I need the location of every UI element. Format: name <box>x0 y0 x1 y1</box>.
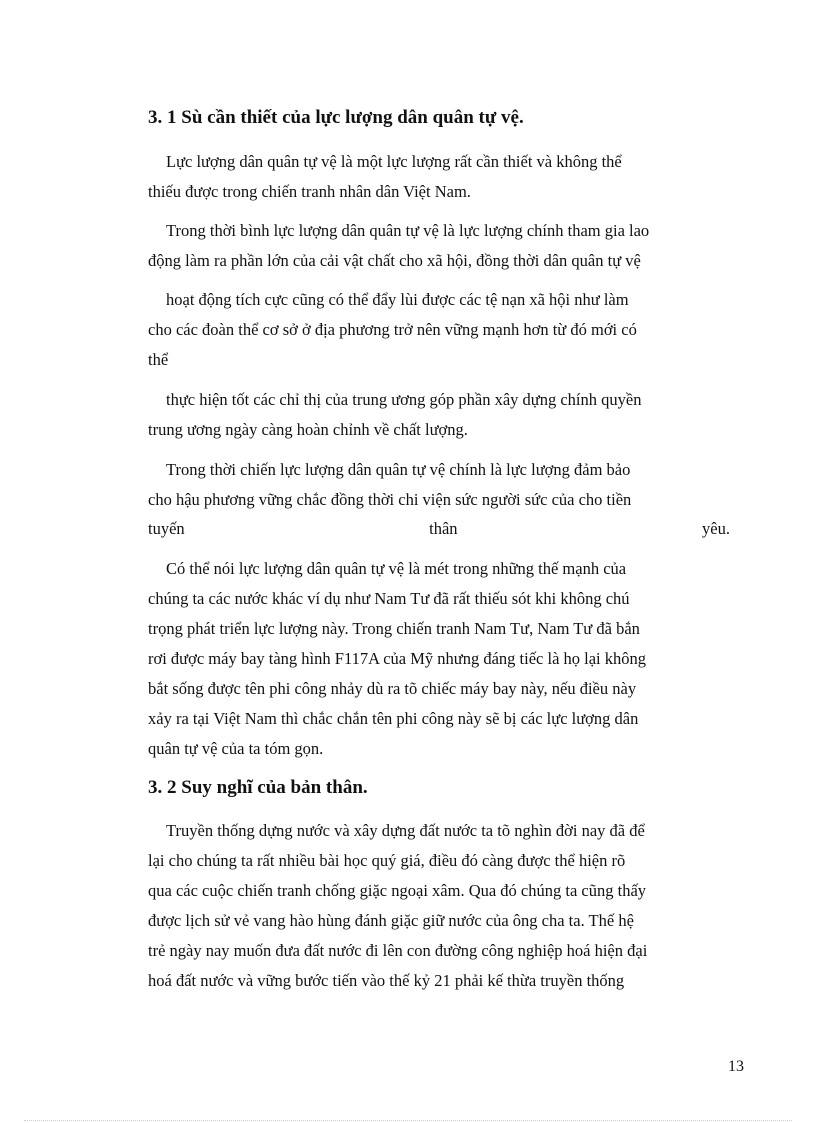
paragraph-line: lại cho chúng ta rất nhiều bài học quý giá, điều đó càng được thể hiện rõ <box>148 851 626 870</box>
page-bottom-rule <box>24 1120 792 1121</box>
paragraph-line: thực hiện tốt các chỉ thị của trung ương góp phần xây dựng chính quyền <box>166 390 642 409</box>
paragraph-line: Trong thời bình lực lượng dân quân tự vệ là lực lượng chính tham gia lao <box>166 221 650 240</box>
paragraph-line: xảy ra tại Việt Nam thì chắc chắn tên phi công này sẽ bị các lực lượng dân <box>148 709 639 728</box>
paragraph-line: trọng phát triển lực lượng này. Trong chiến tranh Nam Tư, Nam Tư đã bắn <box>148 619 640 638</box>
paragraph-line: bắt sống được tên phi công nhảy dù ra tõ chiếc máy bay này, nếu điều này <box>148 679 637 698</box>
paragraph-line: hoạt động tích cực cũng có thể đẩy lùi được các tệ nạn xã hội như làm <box>166 290 629 309</box>
word: thân <box>429 519 458 538</box>
section-heading-3-2: 3. 2 Suy nghĩ của bản thân. <box>148 777 368 798</box>
word: tuyến <box>148 519 185 538</box>
word: yêu. <box>702 519 730 538</box>
page-number: 13 <box>728 1058 744 1075</box>
paragraph-line: động làm ra phần lớn của cải vật chất cho xã hội, đồng thời dân quân tự vệ <box>148 251 641 270</box>
paragraph-line: qua các cuộc chiến tranh chống giặc ngoại xâm. Qua đó chúng ta cũng thấy <box>148 881 647 900</box>
paragraph-line: Truyền thống dựng nước và xây dựng đất nước ta tõ nghìn đời nay đã để <box>166 821 645 840</box>
paragraph-line: cho hậu phương vững chắc đồng thời chi viện sức người sức của cho tiền <box>148 490 632 509</box>
paragraph-line: được lịch sử vẻ vang hào hùng đánh giặc giữ nước của ông cha ta. Thế hệ <box>148 911 634 930</box>
paragraph-line: trung ương ngày càng hoàn chỉnh về chất lượng. <box>148 420 468 439</box>
paragraph-line: Lực lượng dân quân tự vệ là một lực lượng rất cần thiết và không thể <box>166 152 622 171</box>
paragraph-line: chúng ta các nước khác ví dụ như Nam Tư đã rất thiếu sót khi không chú <box>148 589 630 608</box>
section-heading-3-1: 3. 1 Sù cần thiết của lực lượng dân quân tự vệ. <box>148 107 524 128</box>
paragraph-line: hoá đất nước và vững bước tiến vào thế kỷ 21 phải kế thừa truyền thống <box>148 971 625 990</box>
paragraph-line: cho các đoàn thể cơ sở ở địa phương trở nên vững mạnh hơn từ đó mới có <box>148 320 637 339</box>
paragraph-line: Có thể nói lực lượng dân quân tự vệ là mét trong những thế mạnh của <box>166 559 627 578</box>
paragraph-line: quân tự vệ của ta tóm gọn. <box>148 739 324 758</box>
justified-line <box>148 518 730 540</box>
paragraph-line: rơi được máy bay tàng hình F117A của Mỹ nhưng đáng tiếc là họ lại không <box>148 649 647 668</box>
paragraph-line: Trong thời chiến lực lượng dân quân tự vệ chính là lực lượng đảm bảo <box>166 460 631 479</box>
paragraph-line: thể <box>148 350 169 369</box>
paragraph-line: trẻ ngày nay muốn đưa đất nước đi lên con đường công nghiệp hoá hiện đại <box>148 941 648 960</box>
paragraph-line: thiếu được trong chiến tranh nhân dân Việt Nam. <box>148 182 471 201</box>
